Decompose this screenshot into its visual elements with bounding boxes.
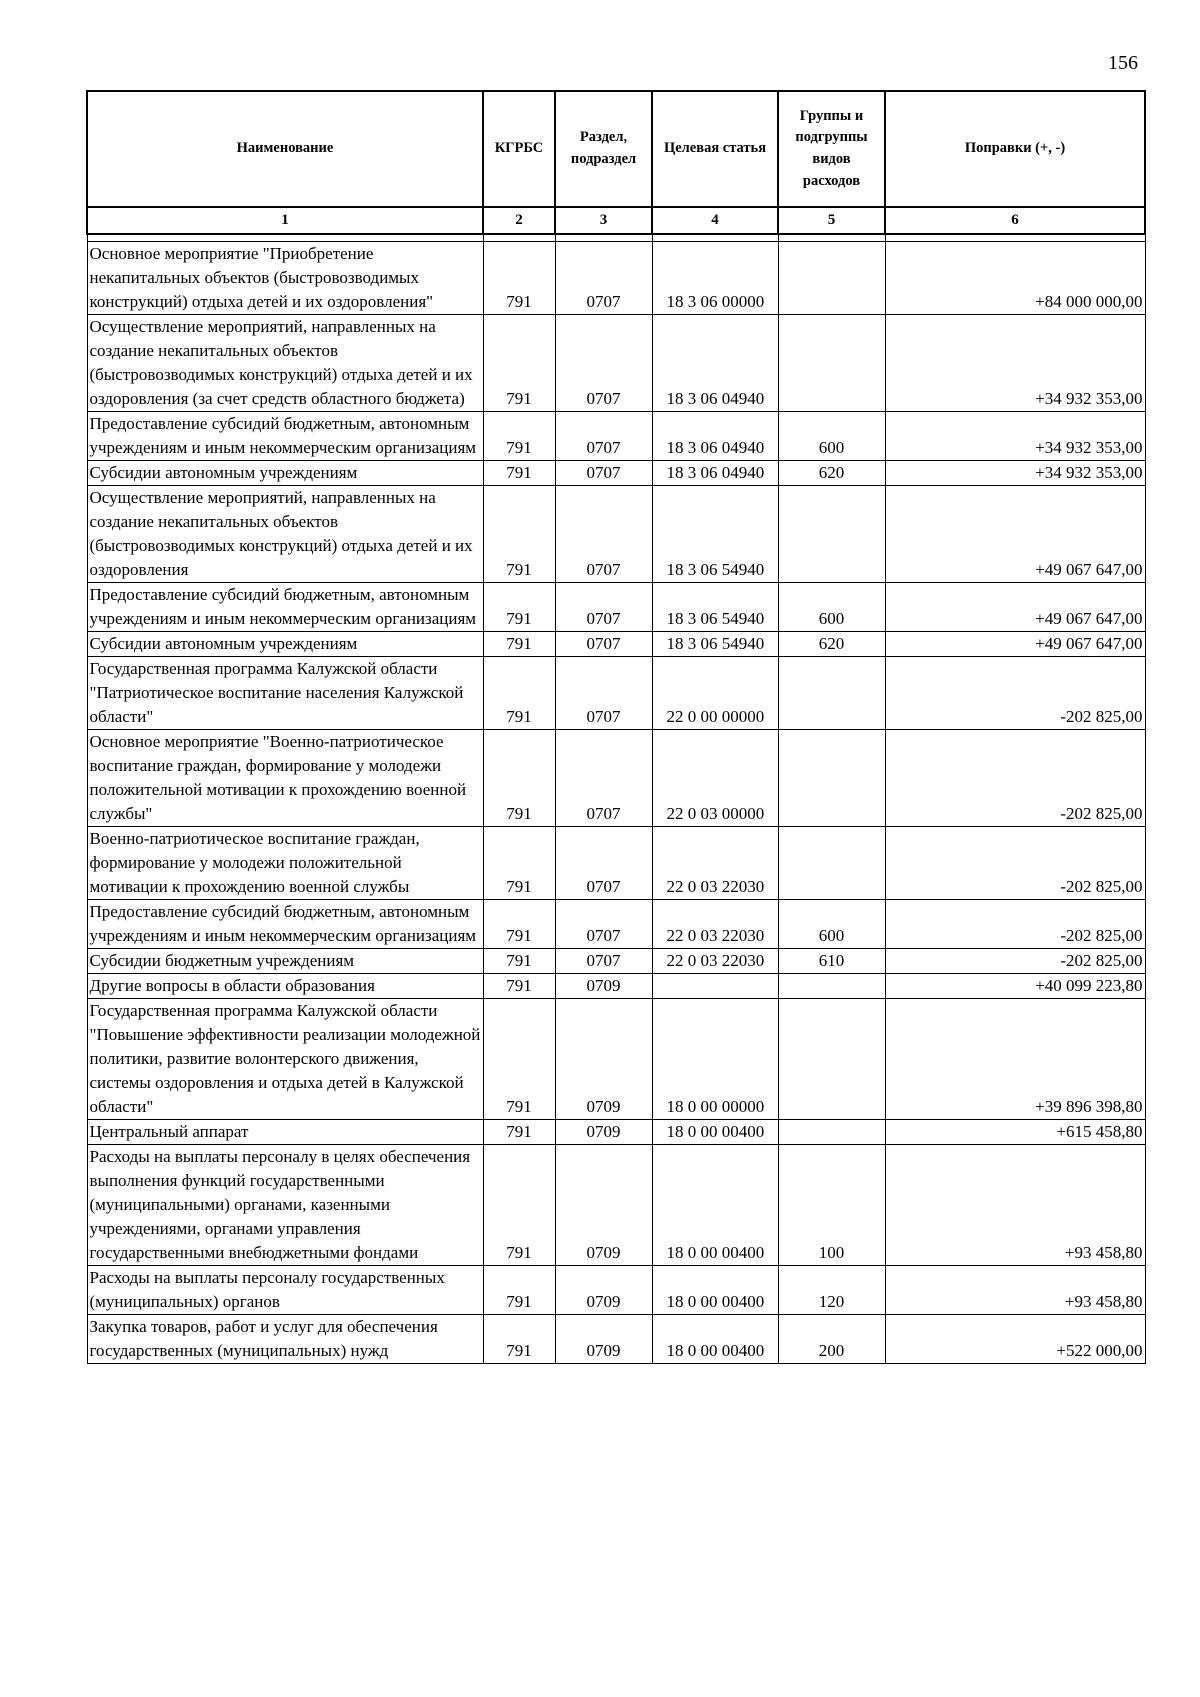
- table-row: [87, 314, 1145, 411]
- column-number: 4: [652, 207, 778, 234]
- row-name: Расходы на выплаты персоналу в целях обеспечения выполнения функций государственными (муниципальными) органами, казенными учреждениями, органами управления государственными внебюджетными фондами: [87, 1144, 483, 1265]
- row-group: [778, 998, 885, 1119]
- row-amount: +93 458,80: [885, 1265, 1145, 1314]
- row-target: 18 0 00 00400: [652, 1314, 778, 1363]
- row-amount: +40 099 223,80: [885, 973, 1145, 998]
- row-section: 0707: [555, 899, 652, 948]
- table-row: [87, 460, 1145, 485]
- row-name: Субсидии автономным учреждениям: [87, 631, 483, 656]
- row-target: 18 3 06 54940: [652, 485, 778, 582]
- row-target: 18 3 06 54940: [652, 631, 778, 656]
- row-kgrbs: 791: [483, 314, 555, 411]
- row-group: [778, 1119, 885, 1144]
- row-target: 18 0 00 00400: [652, 1119, 778, 1144]
- row-amount: +39 896 398,80: [885, 998, 1145, 1119]
- row-kgrbs: 791: [483, 948, 555, 973]
- row-section: 0707: [555, 729, 652, 826]
- row-section: 0707: [555, 314, 652, 411]
- row-amount: +49 067 647,00: [885, 485, 1145, 582]
- table-row: [87, 998, 1145, 1119]
- row-group: [778, 314, 885, 411]
- row-name: Субсидии бюджетным учреждениям: [87, 948, 483, 973]
- row-amount: -202 825,00: [885, 826, 1145, 899]
- row-group: [778, 826, 885, 899]
- row-group: 600: [778, 899, 885, 948]
- row-target: 18 0 00 00400: [652, 1265, 778, 1314]
- table-row: [87, 656, 1145, 729]
- row-group: 600: [778, 411, 885, 460]
- row-name: Военно-патриотическое воспитание граждан, формирование у молодежи положительной мотивации к прохождению военной службы: [87, 826, 483, 899]
- row-kgrbs: 791: [483, 1265, 555, 1314]
- table-row: [87, 1119, 1145, 1144]
- row-kgrbs: 791: [483, 411, 555, 460]
- column-number-row: [87, 207, 1145, 234]
- column-number: 3: [555, 207, 652, 234]
- row-target: 22 0 03 22030: [652, 948, 778, 973]
- row-group: [778, 656, 885, 729]
- row-amount: +34 932 353,00: [885, 314, 1145, 411]
- row-target: 22 0 00 00000: [652, 656, 778, 729]
- table-row: [87, 1265, 1145, 1314]
- table-row: [87, 973, 1145, 998]
- header-section: Раздел, подраздел: [555, 91, 652, 207]
- row-amount: +93 458,80: [885, 1144, 1145, 1265]
- row-amount: +615 458,80: [885, 1119, 1145, 1144]
- row-kgrbs: 791: [483, 998, 555, 1119]
- row-target: 18 3 06 04940: [652, 460, 778, 485]
- row-name: Центральный аппарат: [87, 1119, 483, 1144]
- row-name: Закупка товаров, работ и услуг для обеспечения государственных (муниципальных) нужд: [87, 1314, 483, 1363]
- row-kgrbs: 791: [483, 241, 555, 314]
- row-kgrbs: 791: [483, 729, 555, 826]
- row-section: 0709: [555, 1265, 652, 1314]
- table-row: [87, 826, 1145, 899]
- row-name: Предоставление субсидий бюджетным, автономным учреждениям и иным некоммерческим организациям: [87, 582, 483, 631]
- row-kgrbs: 791: [483, 1144, 555, 1265]
- table-row: [87, 899, 1145, 948]
- row-kgrbs: 791: [483, 1314, 555, 1363]
- row-amount: +49 067 647,00: [885, 582, 1145, 631]
- row-group: 620: [778, 460, 885, 485]
- row-group: 600: [778, 582, 885, 631]
- row-amount: +522 000,00: [885, 1314, 1145, 1363]
- row-name: Государственная программа Калужской области "Повышение эффективности реализации молодежной политики, развитие волонтерского движения, системы оздоровления и отдыха детей в Калужской области": [87, 998, 483, 1119]
- header-name: Наименование: [87, 91, 483, 207]
- row-group: [778, 241, 885, 314]
- row-amount: -202 825,00: [885, 656, 1145, 729]
- row-amount: +84 000 000,00: [885, 241, 1145, 314]
- row-target: 18 0 00 00000: [652, 998, 778, 1119]
- row-name: Другие вопросы в области образования: [87, 973, 483, 998]
- row-section: 0707: [555, 241, 652, 314]
- table-row: [87, 582, 1145, 631]
- row-section: 0709: [555, 1144, 652, 1265]
- page-number: 156: [1108, 52, 1138, 74]
- row-section: 0709: [555, 1119, 652, 1144]
- row-target: 18 3 06 04940: [652, 411, 778, 460]
- row-section: 0709: [555, 973, 652, 998]
- table-row: [87, 729, 1145, 826]
- table-row: [87, 1314, 1145, 1363]
- row-section: 0709: [555, 998, 652, 1119]
- row-name: Основное мероприятие "Приобретение некапитальных объектов (быстровозводимых конструкций) отдыха детей и их оздоровления": [87, 241, 483, 314]
- column-number: 1: [87, 207, 483, 234]
- row-kgrbs: 791: [483, 485, 555, 582]
- row-group: 200: [778, 1314, 885, 1363]
- header-group: Группы и подгруппы видов расходов: [778, 91, 885, 207]
- row-amount: -202 825,00: [885, 899, 1145, 948]
- table-row: [87, 411, 1145, 460]
- row-group: [778, 485, 885, 582]
- row-section: 0707: [555, 826, 652, 899]
- row-kgrbs: 791: [483, 1119, 555, 1144]
- row-group: 610: [778, 948, 885, 973]
- row-name: Государственная программа Калужской области "Патриотическое воспитание населения Калужской области": [87, 656, 483, 729]
- header-row: [87, 91, 1145, 207]
- column-number: 5: [778, 207, 885, 234]
- row-amount: -202 825,00: [885, 948, 1145, 973]
- table-row: [87, 1144, 1145, 1265]
- row-name: Осуществление мероприятий, направленных на создание некапитальных объектов (быстровозводимых конструкций) отдыха детей и их оздоровления (за счет средств областного бюджета): [87, 314, 483, 411]
- table-row: [87, 948, 1145, 973]
- row-section: 0707: [555, 460, 652, 485]
- row-target: [652, 973, 778, 998]
- table-row: [87, 485, 1145, 582]
- row-kgrbs: 791: [483, 899, 555, 948]
- row-section: 0707: [555, 656, 652, 729]
- row-kgrbs: 791: [483, 973, 555, 998]
- row-section: 0707: [555, 631, 652, 656]
- row-amount: +34 932 353,00: [885, 411, 1145, 460]
- row-name: Субсидии автономным учреждениям: [87, 460, 483, 485]
- row-target: 18 3 06 04940: [652, 314, 778, 411]
- row-kgrbs: 791: [483, 826, 555, 899]
- row-target: 22 0 03 22030: [652, 826, 778, 899]
- row-name: Расходы на выплаты персоналу государственных (муниципальных) органов: [87, 1265, 483, 1314]
- column-number: 2: [483, 207, 555, 234]
- row-target: 22 0 03 00000: [652, 729, 778, 826]
- row-amount: +34 932 353,00: [885, 460, 1145, 485]
- row-amount: +49 067 647,00: [885, 631, 1145, 656]
- row-name: Основное мероприятие "Военно-патриотическое воспитание граждан, формирование у молодежи положительной мотивации к прохождению военной службы": [87, 729, 483, 826]
- table-row: [87, 241, 1145, 314]
- row-target: 22 0 03 22030: [652, 899, 778, 948]
- budget-amendments-table: [86, 90, 1146, 1364]
- row-kgrbs: 791: [483, 460, 555, 485]
- row-group: 120: [778, 1265, 885, 1314]
- table-row: [87, 631, 1145, 656]
- row-group: 100: [778, 1144, 885, 1265]
- row-section: 0707: [555, 485, 652, 582]
- header-target: Целевая статья: [652, 91, 778, 207]
- row-kgrbs: 791: [483, 582, 555, 631]
- header-kgrbs: КГРБС: [483, 91, 555, 207]
- row-name: Предоставление субсидий бюджетным, автономным учреждениям и иным некоммерческим организациям: [87, 411, 483, 460]
- row-group: 620: [778, 631, 885, 656]
- row-section: 0707: [555, 948, 652, 973]
- row-section: 0709: [555, 1314, 652, 1363]
- row-kgrbs: 791: [483, 656, 555, 729]
- row-name: Предоставление субсидий бюджетным, автономным учреждениям и иным некоммерческим организациям: [87, 899, 483, 948]
- row-group: [778, 729, 885, 826]
- header-amount: Поправки (+, -): [885, 91, 1145, 207]
- row-kgrbs: 791: [483, 631, 555, 656]
- row-name: Осуществление мероприятий, направленных на создание некапитальных объектов (быстровозводимых конструкций) отдыха детей и их оздоровления: [87, 485, 483, 582]
- row-target: 18 3 06 54940: [652, 582, 778, 631]
- row-section: 0707: [555, 582, 652, 631]
- row-section: 0707: [555, 411, 652, 460]
- row-group: [778, 973, 885, 998]
- column-number: 6: [885, 207, 1145, 234]
- row-target: 18 3 06 00000: [652, 241, 778, 314]
- row-amount: -202 825,00: [885, 729, 1145, 826]
- row-target: 18 0 00 00400: [652, 1144, 778, 1265]
